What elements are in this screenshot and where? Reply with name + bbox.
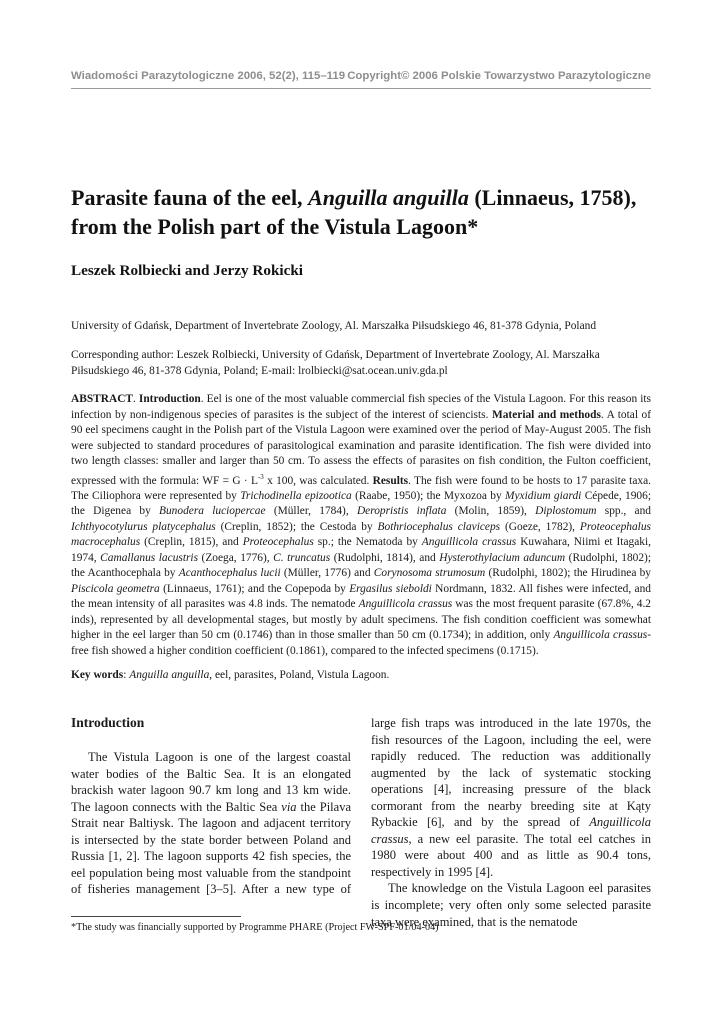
keywords-text: , eel, parasites, Poland, Vistula Lagoon. xyxy=(209,669,390,681)
species-name: Acanthocephalus lucii xyxy=(178,567,281,580)
body-text: The Vistula Lagoon is one of the largest coastal water bodies of the Baltic Sea. It is an elongated brackish water lagoon 90.7 km long and 13 km wide. The lagoon connects with the Baltic Sea xyxy=(71,750,351,814)
abstract-text: . The fish were found to be hosts to 17 parasite taxa. The Ciliophora were represented by xyxy=(71,474,651,502)
body-column-right xyxy=(371,715,651,930)
abstract-text: . A total of 90 eel specimens caught in the Polish part of the Vistula Lagoon were examined over the period of May-August 2005. The fish were subjected to standard procedures of parasitological examination and parasite identification. The fish were divided into two length classes: smaller and larger than 50 cm. To assess the effects of parasites on fish condition, the Fulton coefficient, expressed with the formula: WF = G · L xyxy=(71,408,652,487)
intro-paragraph-1-cont xyxy=(371,715,651,880)
abstract-label: ABSTRACT xyxy=(71,393,134,405)
abstract-text: . Eel is one of the most valuable commercial fish species of the Vistula Lagoon. For this reason its infection by non-indigenous species of parasites is the subject of the interest of sciencists. xyxy=(71,393,651,421)
species-name: Anguillicola crassus xyxy=(358,598,453,611)
species-name: Proteocephalus xyxy=(242,536,314,549)
species-name: Ergasilus sieboldi xyxy=(349,582,432,595)
species-name: C. truncatus xyxy=(273,551,331,564)
species-name: Ichthyocotylurus platycephalus xyxy=(71,520,216,533)
title-text: Parasite fauna of the eel, xyxy=(71,185,309,210)
abstract-text: spp., and xyxy=(596,505,651,518)
abstract-results-label: Results xyxy=(372,474,409,487)
keywords xyxy=(71,668,651,684)
header-rule xyxy=(71,88,651,89)
species-name: Anguillicola crassus xyxy=(371,815,651,846)
abstract-text: was the most frequent parasite (67.8%, 4.2 inds), represented by all developmental stages, but mostly by adult specimens. The fish condition coefficient was somewhat higher in the eel larger than 50 cm (0.1746) than in those smaller than 50 cm (0.1734); in addition, only xyxy=(71,598,651,642)
abstract-text: sp.; the Nematoda by xyxy=(313,536,422,549)
abstract-text: (Rudolphi, 1802); the Acanthocephala by xyxy=(71,551,651,580)
species-name: Corynosoma strumosum xyxy=(373,567,486,580)
abstract-text: (Raabe, 1950); the Myxozoa by xyxy=(351,489,506,502)
abstract-text: (Zoega, 1776), xyxy=(198,551,274,564)
abstract-text: (Goeze, 1782), xyxy=(500,520,580,533)
abstract-text: Cépede, 1906; the Digenea by xyxy=(71,489,651,518)
body-text: large fish traps was introduced in the late 1970s, the fish resources of the Lagoon, including the eel, were rapidly reduced. The reduction was additionally augmented by the lack of systematic stocking operations [4], increasing pressure of the black cormorant from the nearby breeding site at Kąty Rybackie [6], and by the spread of xyxy=(371,716,651,830)
abstract-text: (Creplin, 1815), and xyxy=(140,536,243,549)
title-text-cont: (Linnaeus, 1758), from the Polish part of the Vistula Lagoon* xyxy=(71,185,637,239)
journal-citation: Wiadomości Parazytologiczne 2006, 52(2), 115–119 xyxy=(71,70,346,82)
abstract-methods-label: Material and methods xyxy=(491,408,601,421)
body-column-left xyxy=(71,715,351,898)
abstract-text: (Creplin, 1852); the Cestoda by xyxy=(215,520,378,533)
body-text: , a new eel parasite. The total eel catches in 1980 were about 400 and as little as 90.4 tons, respectively in 1995 [4]. xyxy=(371,831,651,879)
abstract-text: -free fish showed a higher condition coefficient (0.1861), compared to the infected specimens (0.1715). xyxy=(71,629,651,657)
abstract-text: (Müller, 1784), xyxy=(265,505,357,518)
latin-term: via xyxy=(281,799,297,814)
species-name: Bunodera luciopercae xyxy=(159,505,266,518)
species-name: Camallanus lacustris xyxy=(100,551,199,564)
species-name: Proteocephalus macrocephalus xyxy=(71,520,651,549)
keywords-separator: : xyxy=(123,669,130,681)
species-name: Diplostomum xyxy=(535,505,597,518)
footnote-rule xyxy=(71,916,241,917)
title-species: Anguilla anguilla xyxy=(308,185,469,210)
abstract-text: (Linnaeus, 1761); and the Copepoda by xyxy=(159,582,350,595)
abstract: ABSTRACT. Introduction. Eel is one of the most valuable commercial fish species of the Vistula Lagoon. For this reason its infection by non-indigenous species of parasites is the subject of the interest of sciencists. Material and methods. A total of 90 eel specimens caught in the Polish part of the Vistula Lagoon were examined over the period of May-August 2005. The fish were subjected to standard procedures of parasitological examination and parasite identification. The fish were divided into two length classes: smaller and larger than 50 cm. To assess the effects of parasites on fish condition, the Fulton coefficient, expressed with the formula: WF = $G \cdot L^{-3}$ x 100, was calculated. Results. The fish were found to be hosts to 17 parasite taxa. The Ciliophora were represented by Trichodinella epizootica (Raabe, 1950); the Myxozoa by Myxidium giardi Cépede, 1906; the Digenea by Bunodera luciopercae (Müller, 1784), Deropristis inflata (Molin, 1859), Diplostomum spp., and Ichthyocotylurus platycephalus (Creplin, 1852); the Cestoda by Bothriocephalus claviceps (Goeze, 1782), Proteocephalus macrocephalus (Creplin, 1815), and Proteocephalus sp.; the Nematoda by Anguillicola crassus Kuwahara, Niimi et Itagaki, 1974, Camallanus lacustris (Zoega, 1776), C. truncatus (Rudolphi, 1814), and Hysterothylacium aduncum (Rudolphi, 1802); the Acanthocephala by Acanthocephalus lucii (Müller, 1776) and Corynosoma strumosum (Rudolphi, 1802); the Hirudinea by Piscicola geometra (Linnaeus, 1761); and the Copepoda by Ergasilus sieboldi Nordmann, 1832. All fishes were infected, and the mean intensity of all parasites was 4.8 inds. The nematode Anguillicola crassus was the most frequent parasite (67.8%, 4.2 inds), represented by all developmental stages, but mostly by adult specimens. The fish condition coefficient was somewhat higher in the eel larger than 50 cm (0.1746) than in those smaller than 50 cm (0.1734); in addition, only Anguillicola crassus-free fish showed a higher condition coefficient (0.1861), compared to the infected specimens (0.1715). xyxy=(71,393,652,657)
intro-paragraph-2: The knowledge on the Vistula Lagoon eel parasites is incomplete; very often only some selected parasite taxa were examined, that is the nematode xyxy=(371,881,651,929)
abstract-text: (Müller, 1776) and xyxy=(280,567,374,580)
keywords-label: Key words xyxy=(71,669,124,681)
species-name: Anguilla anguilla xyxy=(129,669,210,681)
abstract-text: x 100, was calculated. xyxy=(263,474,373,487)
abstract-text: (Rudolphi, 1802); the Hirudinea by xyxy=(485,567,651,580)
abstract-text: (Rudolphi, 1814), and xyxy=(330,551,440,564)
formula-exponent: -3 xyxy=(257,472,264,481)
copyright-notice: Copyright© 2006 Polskie Towarzystwo Parazytologiczne xyxy=(347,70,651,82)
intro-paragraph-1 xyxy=(71,749,351,898)
species-name: Anguillicola crassus xyxy=(421,536,517,549)
abstract-intro-label: Introduction xyxy=(138,393,201,405)
species-name: Trichodinella epizootica xyxy=(240,489,352,502)
funding-footnote: *The study was financially supported by Programme PHARE (Project FW-SPF-01/04-04) xyxy=(71,922,439,933)
section-heading: Introduction xyxy=(71,715,145,730)
body-text: the Pilava Strait near Baltiysk. The lagoon and adjacent territory is intersected by the state border between Poland and Russia [1, 2]. The lagoon supports 42 fish species, the eel population being most valuable from the standpoint of fisheries management [3–5]. After a new type of xyxy=(71,799,351,897)
abstract-text: (Molin, 1859), xyxy=(446,505,536,518)
species-name: Deropristis inflata xyxy=(356,505,447,518)
species-name: Myxidium giardi xyxy=(505,489,582,502)
species-name: Bothriocephalus claviceps xyxy=(377,520,501,533)
species-name: Piscicola geometra xyxy=(71,582,160,595)
article-title xyxy=(71,183,674,241)
abstract-text: Nordmann, 1832. All fishes were infected, and the mean intensity of all parasites was 4.8 inds. The nematode xyxy=(71,582,651,611)
species-name: Hysterothylacium aduncum xyxy=(439,551,566,564)
affiliation: University of Gdańsk, Department of Invertebrate Zoology, Al. Marszałka Piłsudskiego 46, 81-378 Gdynia, Poland xyxy=(71,320,597,332)
author-list: Leszek Rolbiecki and Jerzy Rokicki xyxy=(71,262,304,279)
corresponding-author: Corresponding author: Leszek Rolbiecki, University of Gdańsk, Department of Invertebrate Zoology, Al. Marszałka Piłsudskiego 46, 81-378 Gdynia, Poland; E-mail: lrolbiecki@sat.ocean.univ.gda.pl xyxy=(71,349,600,378)
running-head xyxy=(71,70,651,88)
abstract-text: Kuwahara, Niimi et Itagaki, 1974, xyxy=(71,536,651,564)
species-name: Anguillicola crassus xyxy=(553,629,648,642)
